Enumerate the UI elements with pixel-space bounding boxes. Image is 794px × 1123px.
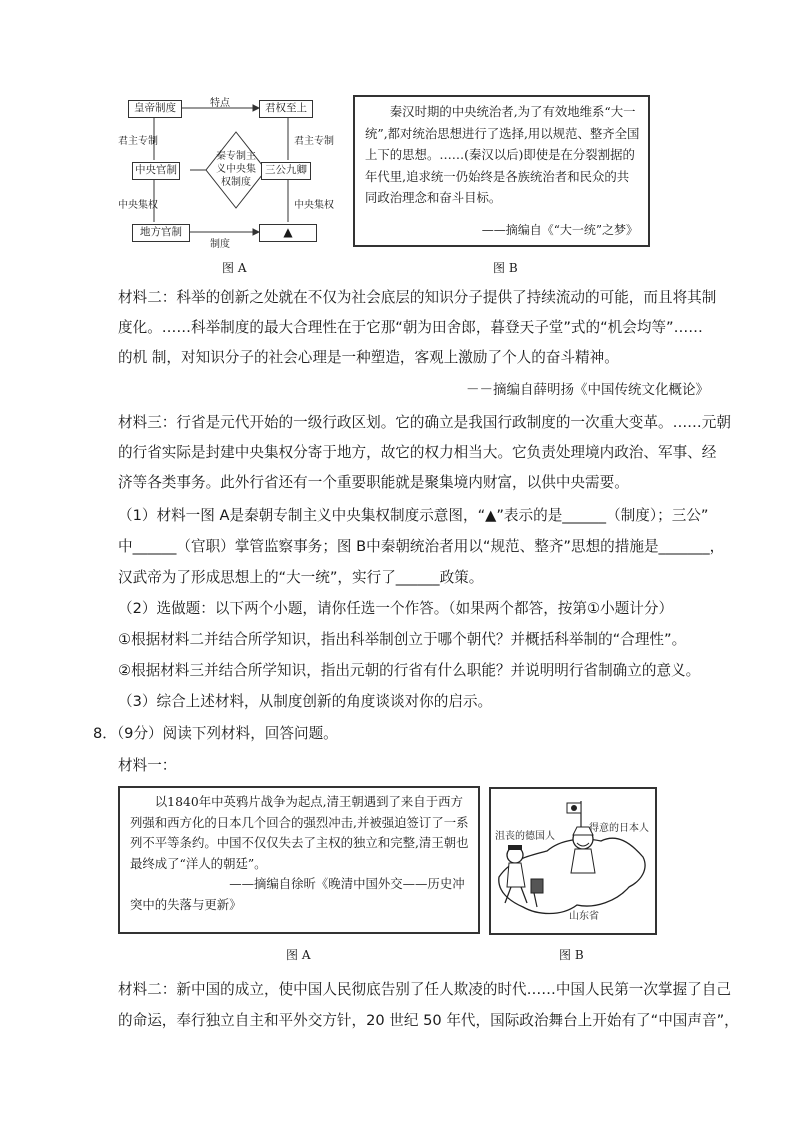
q8-figure-a-quote-box: [118, 786, 480, 934]
q8-material2-line-2: 的命运，奉行独立自主和平外交方针，20 世纪 50 年代，国际政治舞台上开始有了“中国声音”，: [118, 1012, 739, 1029]
figure-b-caption: 图 B: [493, 261, 518, 275]
box-supreme-monarchy: 君权至上: [259, 100, 313, 118]
label-system: 制度: [210, 239, 230, 250]
figure-b-quote-text: 秦汉时期的中央统治者,为了有效地维系“大一统”,都对统治思想进行了选择,用以规范、整齐全国上下的思想。……(秦汉以后)即使是在分裂割据的年代里,追求统一仍始终是各族统治者和民众的共同政治理念和奋斗目标。: [365, 104, 640, 205]
label-central-left: 中央集权: [118, 200, 158, 211]
material2-line-2: 度化。……科举制度的最大合理性在于它那“朝为田舍郎，暮登天子堂”式的“机会均等”……: [118, 319, 703, 336]
material3-line-2: 的行省实际是封建中央集权分寄于地方，故它的权力相当大。它负责处理境内政治、军事、经: [118, 444, 717, 461]
box-local-officials: 地方官制: [132, 224, 190, 242]
figure-b-quote-box: [353, 95, 650, 247]
material2-line-3: 的机 制，对知识分子的社会心理是一种塑造，客观上激励了个人的奋斗精神。: [118, 349, 619, 366]
question-1-line-2: 中______（官职）掌管监察事务；图 B中秦朝统治者用以“规范、整齐”思想的措施是_______，: [118, 538, 725, 555]
question-1-line-3: 汉武帝为了形成思想上的“大一统”，实行了______政策。: [118, 569, 484, 586]
box-three-dukes-nine-ministers: 三公九卿: [261, 162, 311, 180]
q8-figure-a-caption: 图 A: [286, 948, 311, 962]
material2-line-1: 材料二：科举的创新之处就在不仅为社会底层的知识分子提供了持续流动的可能，而且将其制: [118, 289, 717, 306]
question-1-line-1: （1）材料一图 A是秦朝专制主义中央集权制度示意图，“▲”表示的是______（制度）；三公”: [118, 507, 709, 524]
label-central-right: 中央集权: [294, 200, 334, 211]
label-shandong: 山东省: [569, 911, 599, 922]
q8-figure-a-source: ——摘编自徐昕《晚清中国外交——历史冲突中的失落与更新》: [130, 876, 465, 912]
material3-line-1: 材料三：行省是元代开始的一级行政区划。它的确立是我国行政制度的一次重大变革。……元朝: [118, 414, 731, 431]
label-dejected-german: 沮丧的德国人: [495, 831, 555, 842]
material3-line-3: 济等各类事务。此外行省还有一个重要职能就是聚集境内财富，以供中央需要。: [118, 474, 629, 491]
figure-a-caption: 图 A: [222, 261, 247, 275]
question-8-title: 8．（9分）阅读下列材料，回答问题。: [93, 725, 338, 742]
label-monarch-right: 君主专制: [294, 136, 334, 147]
question-2: （2）选做题：以下两个小题，请你任选一个作答。（如果两个都答，按第①小题计分）: [118, 600, 674, 617]
label-proud-japanese: 得意的日本人: [589, 823, 649, 834]
q8-figure-b-caption: 图 B: [559, 948, 584, 962]
material2-source: －－摘编自薛明扬《中国传统文化概论》: [466, 382, 709, 398]
figure-b-source: ——摘编自《“大一统”之梦》: [481, 222, 638, 237]
question-2a: ①根据材料二并结合所学知识，指出科举制创立于哪个朝代？并概括科举制的“合理性”。: [118, 631, 687, 648]
label-monarch-left: 君主专制: [118, 136, 158, 147]
figure-a-diagram: [118, 92, 350, 250]
q8-figure-a-quote-text: 以1840年中英鸦片战争为起点,清王朝遇到了来自于西方列强和西方化的日本几个回合的强烈冲击,并被强迫签订了一系列不平等条约。中国不仅仅失去了主权的独立和完整,清王朝也最终成了“洋人的朝廷”。: [130, 794, 469, 871]
question-2b: ②根据材料三并结合所学知识，指出元朝的行省有什么职能？并说明明行省制确立的意义。: [118, 662, 701, 679]
box-emperor-system: 皇帝制度: [128, 100, 182, 118]
question-8-material1-label: 材料一：: [118, 757, 177, 774]
q8-material2-line-1: 材料二：新中国的成立，使中国人民彻底告别了任人欺凌的时代……中国人民第一次掌握了自己: [118, 981, 731, 998]
label-feature: 特点: [210, 98, 230, 109]
box-central-officials: 中央官制: [132, 162, 180, 180]
box-triangle-blank: ▲: [259, 224, 317, 242]
q8-figure-b-cartoon: [489, 787, 657, 935]
question-3: （3）综合上述材料，从制度创新的角度谈谈对你的启示。: [118, 693, 493, 710]
diamond-center-text: 秦专制主义中央集权制度: [216, 151, 256, 188]
